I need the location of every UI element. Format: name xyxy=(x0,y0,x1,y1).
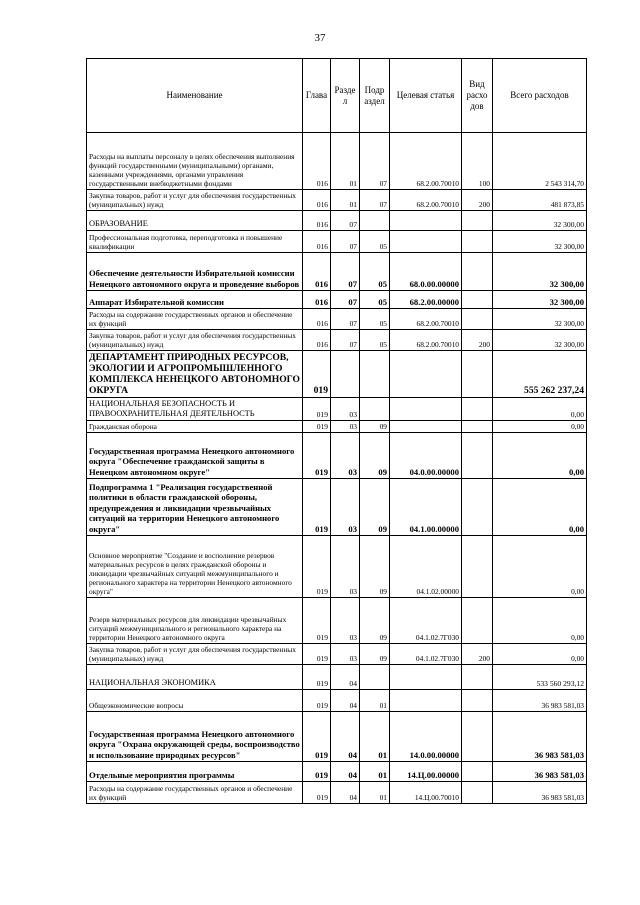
row-chapter: 019 xyxy=(303,598,331,644)
row-total: 36 983 581,03 xyxy=(493,690,587,712)
row-target: 68.2.00.70010 xyxy=(390,309,462,330)
table-row xyxy=(87,231,587,253)
row-section: 07 xyxy=(331,231,360,253)
row-target: 68.2.00.70010 xyxy=(390,190,462,211)
row-name: Расходы на содержание государственных органов и обеспечение их функций xyxy=(87,782,303,804)
row-chapter: 016 xyxy=(303,291,331,309)
row-type xyxy=(462,712,493,762)
row-type xyxy=(462,398,493,421)
row-total: 0,00 xyxy=(493,644,587,665)
row-subsection: 09 xyxy=(360,598,390,644)
row-subsection: 09 xyxy=(360,421,390,433)
row-chapter: 016 xyxy=(303,133,331,190)
table-row xyxy=(87,690,587,712)
row-name: НАЦИОНАЛЬНАЯ ЭКОНОМИКА xyxy=(87,665,303,690)
table-header-row xyxy=(87,59,587,133)
row-subsection: 09 xyxy=(360,536,390,598)
row-name: Основное мероприятие "Создание и восполнение резервов материальных ресурсов в целях гражданской обороны и ликвидации чрезвычайных ситуаций межмуниципального и регионального характера на территории Ненецкого автономного округа" xyxy=(87,536,303,598)
row-type xyxy=(462,211,493,231)
row-total: 533 560 293,12 xyxy=(493,665,587,690)
row-subsection: 05 xyxy=(360,253,390,291)
row-section: 03 xyxy=(331,479,360,536)
table-row xyxy=(87,330,587,351)
row-total: 555 262 237,24 xyxy=(493,351,587,398)
row-name: НАЦИОНАЛЬНАЯ БЕЗОПАСНОСТЬ И ПРАВООХРАНИТЕЛЬНАЯ ДЕЯТЕЛЬНОСТЬ xyxy=(87,398,303,421)
row-subsection: 05 xyxy=(360,231,390,253)
row-type xyxy=(462,309,493,330)
row-type: 100 xyxy=(462,133,493,190)
row-total: 32 300,00 xyxy=(493,211,587,231)
row-target: 04.1.02.7Г030 xyxy=(390,644,462,665)
header-section: Разде л xyxy=(331,59,360,133)
row-total: 36 983 581,03 xyxy=(493,762,587,782)
row-subsection xyxy=(360,665,390,690)
table-row xyxy=(87,190,587,211)
table-row xyxy=(87,133,587,190)
row-subsection xyxy=(360,211,390,231)
row-type xyxy=(462,536,493,598)
row-section: 01 xyxy=(331,190,360,211)
row-type xyxy=(462,421,493,433)
row-target xyxy=(390,211,462,231)
row-type: 200 xyxy=(462,190,493,211)
row-subsection: 07 xyxy=(360,133,390,190)
row-chapter: 019 xyxy=(303,782,331,804)
row-total: 0,00 xyxy=(493,398,587,421)
row-section: 04 xyxy=(331,762,360,782)
row-total: 32 300,00 xyxy=(493,291,587,309)
page-number: 37 xyxy=(314,32,326,44)
table-row xyxy=(87,479,587,536)
table-row xyxy=(87,309,587,330)
row-target xyxy=(390,421,462,433)
row-target xyxy=(390,665,462,690)
table-row xyxy=(87,782,587,804)
table-row xyxy=(87,291,587,309)
row-name: Закупка товаров, работ и услуг для обеспечения государственных (муниципальных) нужд xyxy=(87,190,303,211)
row-target: 14.0.00.00000 xyxy=(390,712,462,762)
row-target: 68.2.00.00000 xyxy=(390,291,462,309)
row-type xyxy=(462,690,493,712)
row-name: Расходы на содержание государственных органов и обеспечение их функций xyxy=(87,309,303,330)
row-target: 04.1.00.00000 xyxy=(390,479,462,536)
row-total: 481 873,85 xyxy=(493,190,587,211)
header-target: Целевая статья xyxy=(390,59,462,133)
budget-table xyxy=(86,58,587,804)
row-subsection: 01 xyxy=(360,690,390,712)
row-total: 36 983 581,03 xyxy=(493,712,587,762)
row-chapter: 019 xyxy=(303,351,331,398)
row-type xyxy=(462,762,493,782)
row-chapter: 019 xyxy=(303,398,331,421)
row-section xyxy=(331,351,360,398)
row-total: 2 543 314,70 xyxy=(493,133,587,190)
row-chapter: 019 xyxy=(303,644,331,665)
table-row xyxy=(87,665,587,690)
row-subsection: 01 xyxy=(360,762,390,782)
header-total: Всего расходов xyxy=(493,59,587,133)
table-row xyxy=(87,536,587,598)
row-type xyxy=(462,231,493,253)
row-subsection: 05 xyxy=(360,309,390,330)
row-name: Закупка товаров, работ и услуг для обеспечения государственных (муниципальных) нужд xyxy=(87,330,303,351)
row-type xyxy=(462,351,493,398)
row-subsection: 05 xyxy=(360,330,390,351)
row-section: 07 xyxy=(331,309,360,330)
row-section: 04 xyxy=(331,690,360,712)
table-row xyxy=(87,598,587,644)
row-chapter: 019 xyxy=(303,712,331,762)
row-total: 32 300,00 xyxy=(493,231,587,253)
table-row xyxy=(87,398,587,421)
row-section: 03 xyxy=(331,536,360,598)
row-type xyxy=(462,433,493,479)
header-type: Вид расхо дов xyxy=(462,59,493,133)
row-chapter: 019 xyxy=(303,433,331,479)
row-subsection: 09 xyxy=(360,644,390,665)
row-total: 32 300,00 xyxy=(493,330,587,351)
row-section: 07 xyxy=(331,291,360,309)
row-name: Гражданская оборона xyxy=(87,421,303,433)
row-target: 68.2.00.70010 xyxy=(390,330,462,351)
row-subsection: 09 xyxy=(360,433,390,479)
row-target xyxy=(390,231,462,253)
row-section: 03 xyxy=(331,433,360,479)
row-name: Отдельные мероприятия программы xyxy=(87,762,303,782)
row-name: Подпрограмма 1 "Реализация государственной политики в области гражданской обороны, предупреждения и ликвидации чрезвычайных ситуаций на территории Ненецкого автономного округа" xyxy=(87,479,303,536)
row-type xyxy=(462,665,493,690)
row-target: 14.Ц.00.00000 xyxy=(390,762,462,782)
row-total: 0,00 xyxy=(493,479,587,536)
row-subsection: 09 xyxy=(360,479,390,536)
row-section: 04 xyxy=(331,782,360,804)
row-total: 0,00 xyxy=(493,433,587,479)
row-chapter: 019 xyxy=(303,479,331,536)
row-type: 200 xyxy=(462,644,493,665)
row-section: 03 xyxy=(331,398,360,421)
row-type: 200 xyxy=(462,330,493,351)
row-subsection xyxy=(360,398,390,421)
row-subsection: 01 xyxy=(360,782,390,804)
header-subsection: Подр аздел xyxy=(360,59,390,133)
row-type xyxy=(462,291,493,309)
row-section: 01 xyxy=(331,133,360,190)
row-target: 68.2.00.70010 xyxy=(390,133,462,190)
row-total: 0,00 xyxy=(493,536,587,598)
row-subsection: 07 xyxy=(360,190,390,211)
header-chapter: Глава xyxy=(303,59,331,133)
row-name: Обеспечение деятельности Избирательной комиссии Ненецкого автономного округа и проведение выборов xyxy=(87,253,303,291)
row-chapter: 019 xyxy=(303,421,331,433)
row-subsection: 05 xyxy=(360,291,390,309)
row-chapter: 019 xyxy=(303,665,331,690)
row-total: 32 300,00 xyxy=(493,309,587,330)
row-chapter: 019 xyxy=(303,690,331,712)
row-chapter: 019 xyxy=(303,536,331,598)
row-name: Государственная программа Ненецкого автономного округа "Охрана окружающей среды, воспроизводство и использование природных ресурсов" xyxy=(87,712,303,762)
row-subsection xyxy=(360,351,390,398)
row-section: 03 xyxy=(331,644,360,665)
row-name: Аппарат Избирательной комиссии xyxy=(87,291,303,309)
row-subsection: 01 xyxy=(360,712,390,762)
row-target: 04.1.02.7Г030 xyxy=(390,598,462,644)
row-name: ОБРАЗОВАНИЕ xyxy=(87,211,303,231)
table-row xyxy=(87,762,587,782)
row-section: 07 xyxy=(331,211,360,231)
row-type xyxy=(462,479,493,536)
row-total: 0,00 xyxy=(493,421,587,433)
row-chapter: 016 xyxy=(303,253,331,291)
row-target xyxy=(390,690,462,712)
table-row xyxy=(87,351,587,398)
row-target xyxy=(390,351,462,398)
table-row xyxy=(87,433,587,479)
row-chapter: 016 xyxy=(303,231,331,253)
row-section: 03 xyxy=(331,598,360,644)
row-section: 07 xyxy=(331,253,360,291)
row-chapter: 016 xyxy=(303,190,331,211)
row-chapter: 016 xyxy=(303,330,331,351)
table-row xyxy=(87,712,587,762)
table-row xyxy=(87,644,587,665)
row-target xyxy=(390,398,462,421)
table-row xyxy=(87,421,587,433)
table-body xyxy=(87,133,587,804)
row-target: 68.0.00.00000 xyxy=(390,253,462,291)
row-chapter: 016 xyxy=(303,211,331,231)
row-name: Общеэкономические вопросы xyxy=(87,690,303,712)
row-total: 0,00 xyxy=(493,598,587,644)
row-name: Государственная программа Ненецкого автономного округа "Обеспечение гражданской защиты в Ненецком автономном округе" xyxy=(87,433,303,479)
row-section: 04 xyxy=(331,665,360,690)
row-name: Расходы на выплаты персоналу в целях обеспечения выполнения функций государственными (муниципальными) органами, казенными учреждениями, органами управления государственными внебюджетными фондами xyxy=(87,133,303,190)
row-section: 07 xyxy=(331,330,360,351)
row-chapter: 019 xyxy=(303,762,331,782)
row-name: ДЕПАРТАМЕНТ ПРИРОДНЫХ РЕСУРСОВ, ЭКОЛОГИИ И АГРОПРОМЫШЛЕННОГО КОМПЛЕКСА НЕНЕЦКОГО АВТОНОМНОГО ОКРУГА xyxy=(87,351,303,398)
table-row xyxy=(87,253,587,291)
row-total: 36 983 581,03 xyxy=(493,782,587,804)
row-section: 04 xyxy=(331,712,360,762)
row-target: 14.Ц.00.70010 xyxy=(390,782,462,804)
header-name: Наименование xyxy=(87,59,303,133)
row-type xyxy=(462,598,493,644)
row-total: 32 300,00 xyxy=(493,253,587,291)
row-chapter: 016 xyxy=(303,309,331,330)
row-type xyxy=(462,253,493,291)
row-name: Профессиональная подготовка, переподготовка и повышение квалификации xyxy=(87,231,303,253)
row-name: Закупка товаров, работ и услуг для обеспечения государственных (муниципальных) нужд xyxy=(87,644,303,665)
row-name: Резерв материальных ресурсов для ликвидации чрезвычайных ситуаций межмуниципального и регионального характера на территории Ненецкого автономного округа xyxy=(87,598,303,644)
row-type xyxy=(462,782,493,804)
row-section: 03 xyxy=(331,421,360,433)
row-target: 04.1.02.00000 xyxy=(390,536,462,598)
table-row xyxy=(87,211,587,231)
row-target: 04.0.00.00000 xyxy=(390,433,462,479)
